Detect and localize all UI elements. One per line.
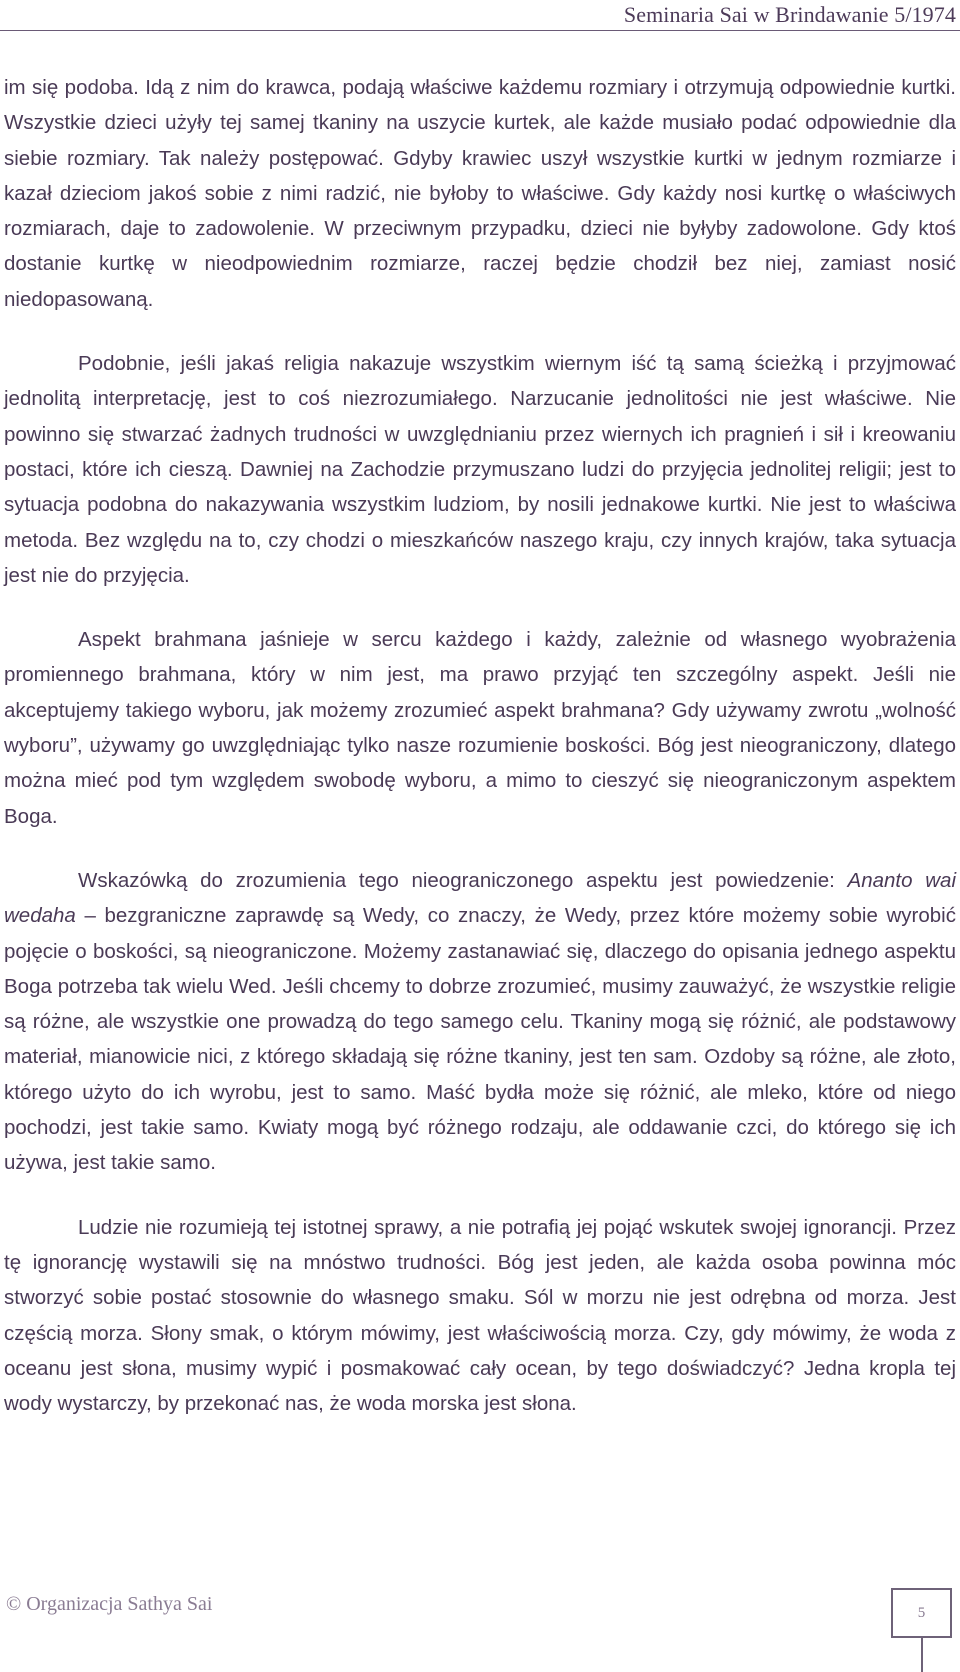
page-number-tick: [921, 1638, 923, 1672]
paragraph-4-rest: – bezgraniczne zaprawdę są Wedy, co znaczy, że Wedy, przez które możemy sobie wyrobić pojęcie o boskości, są nieograniczone. Możemy zastanawiać się, dlaczego do opisania jednego aspektu Boga potrzeba tak wielu Wed. Jeśli chcemy to dobrze zrozumieć, musimy zauważyć, że wszystkie religie są różne, ale wszystkie one prowadzą do tego samego celu. Tkaniny mogą się różnić, ale podstawowy materiał, mianowicie nici, z którego składają się różne tkaniny, jest ten sam. Ozdoby są różne, ale złoto, którego użyto do ich wyrobu, jest to samo. Maść bydła może się różnić, ale mleko, które od niego pochodzi, jest takie samo. Kwiaty mogą być różnego rodzaju, ale oddawanie czci, do którego się ich używa, jest takie samo.: [4, 904, 956, 1175]
page-header: [0, 0, 960, 30]
sanskrit-quote: Ananto wai wedaha: [4, 868, 956, 928]
running-title: Seminaria Sai w Brindawanie 5/1974: [623, 2, 956, 27]
paragraph-2: Podobnie, jeśli jakaś religia nakazuje wszystkim wiernym iść tą samą ścieżką i przyjmować jednolitą interpretację, jest to coś niezrozumiałego. Narzucanie jednolitości nie jest właściwe. Nie powinno się stwarzać żadnych trudności w uwzględnianiu przez wiernych ich pragnień i sił i kreowaniu postaci, które ich cieszą. Dawniej na Zachodzie przymuszano ludzi do przyjęcia jednolitej religii; jest to sytuacja podobna do nakazywania wszystkim ludziom, by nosili jednakowe kurtki. Nie jest to właściwa metoda. Bez względu na to, czy chodzi o mieszkańców naszego kraju, czy innych krajów, taka sytuacja jest nie do przyjęcia.: [4, 352, 956, 587]
paragraph-4: [4, 863, 956, 1181]
page-number-box: [891, 1588, 952, 1638]
page-number: 5: [917, 1605, 926, 1621]
header-rule: [0, 30, 960, 31]
paragraph-3: Aspekt brahmana jaśnieje w sercu każdego i każdy, zależnie od własnego wyobrażenia promiennego brahmana, który w nim jest, ma prawo przyjąć ten szczególny aspekt. Jeśli nie akceptujemy takiego wyboru, jak możemy zrozumieć aspekt brahmana? Gdy używamy zwrotu „wolność wyboru”, używamy go uwzględniając tylko nasze rozumienie boskości. Bóg jest nieograniczony, dlatego można mieć pod tym względem swobodę wyboru, a mimo to cieszyć się nieograniczonym aspektem Boga.: [4, 628, 956, 828]
paragraph-4-lead: Wskazówką do zrozumienia tego nieograniczonego aspektu jest powiedzenie:: [78, 868, 848, 892]
paragraph-5: Ludzie nie rozumieją tej istotnej sprawy, a nie potrafią jej pojąć wskutek swojej ignorancji. Przez tę ignorancję wystawili się na mnóstwo trudności. Bóg jest jeden, ale każda osoba powinna móc stworzyć sobie postać stosownie do własnego smaku. Sól w morzu nie jest odrębna od morza. Jest częścią morza. Słony smak, o którym mówimy, jest właściwością morza. Czy, gdy mówimy, że woda z oceanu jest słona, musimy wypić i posmakować cały ocean, by tego doświadczyć? Jedna kropla tej wody wystarczy, by przekonać nas, że woda morska jest słona.: [4, 1215, 956, 1416]
copyright-notice: © Organizacja Sathya Sai: [6, 1593, 213, 1615]
paragraph-1: im się podoba. Idą z nim do krawca, podają właściwe każdemu rozmiary i otrzymują odpowiednie kurtki. Wszystkie dzieci użyły tej samej tkaniny na uszycie kurtek, ale każde musiało podać odpowiednie dla siebie rozmiary. Tak należy postępować. Gdyby krawiec uszył wszystkie kurtki w jednym rozmiarze i kazał dzieciom jakoś sobie z nimi radzić, nie byłoby to właściwe. Gdy każdy nosi kurtkę o właściwych rozmiarach, daje to zadowolenie. W przeciwnym przypadku, dzieci nie byłyby zadowolone. Gdy ktoś dostanie kurtkę w nieodpowiednim rozmiarze, raczej będzie chodził bez niej, zamiast nosić niedopasowaną.: [4, 76, 956, 311]
page-body: [4, 70, 956, 1421]
